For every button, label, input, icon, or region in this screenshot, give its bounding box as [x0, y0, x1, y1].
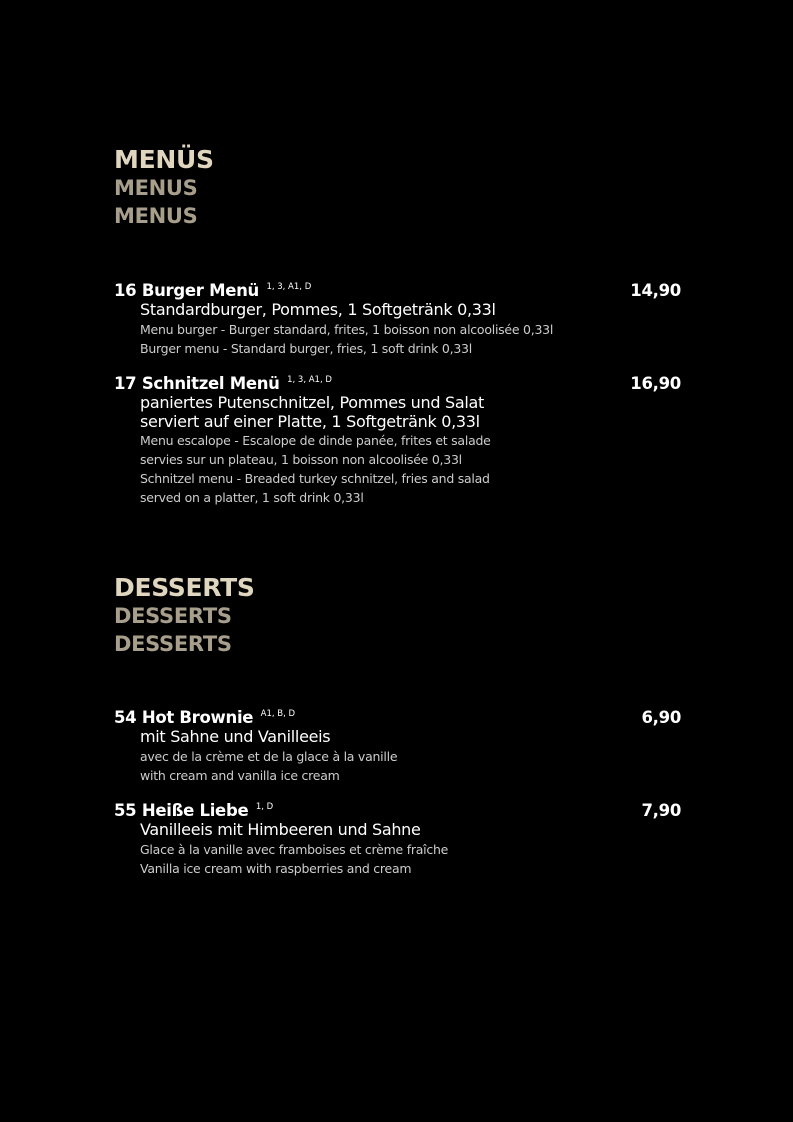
menus-title-fr: MENUS	[114, 176, 198, 200]
dessert-item-number: 54	[114, 708, 137, 727]
dessert-item-name: Heiße Liebe	[141, 801, 249, 820]
menu-item-price: 16,90	[630, 374, 681, 393]
dessert-item-allergens: A1, B, D	[260, 709, 296, 719]
dessert-item-heisse-liebe	[114, 801, 681, 878]
menu-item-name: Burger Menü	[141, 281, 259, 300]
dessert-item-heading	[114, 801, 681, 821]
menu-item-heading	[114, 374, 681, 394]
menu-item-description-fr: servies sur un plateau, 1 boisson non alcoolisée 0,33l	[140, 452, 462, 467]
menu-item-description-en: Burger menu - Standard burger, fries, 1 soft drink 0,33l	[140, 340, 472, 356]
dessert-item-description-de: Vanilleeis mit Himbeeren und Sahne	[140, 820, 421, 839]
menu-item-burger-menu	[114, 281, 681, 358]
dessert-item-price: 6,90	[641, 708, 681, 727]
menu-item-description-en: Schnitzel menu - Breaded turkey schnitzel, fries and salad	[140, 471, 490, 486]
dessert-item-price: 7,90	[641, 801, 681, 820]
dessert-item-allergens: 1, D	[255, 802, 274, 812]
menu-item-description-fr: Menu escalope - Escalope de dinde panée, frites et salade	[140, 433, 491, 448]
menu-item-description-en: served on a platter, 1 soft drink 0,33l	[140, 490, 364, 505]
menu-item-name: Schnitzel Menü	[141, 374, 280, 393]
dessert-item-hot-brownie	[114, 708, 681, 785]
dessert-item-description-en: with cream and vanilla ice cream	[140, 767, 340, 783]
menu-item-description-fr: Menu burger - Burger standard, frites, 1 boisson non alcoolisée 0,33l	[140, 321, 554, 337]
menu-item-description-de: paniertes Putenschnitzel, Pommes und Salat	[140, 393, 484, 412]
desserts-section-header	[114, 574, 694, 658]
desserts-title-fr: DESSERTS	[114, 604, 232, 628]
menu-item-heading	[114, 281, 681, 301]
dessert-item-description-fr: Glace à la vanille avec framboises et crème fraîche	[140, 841, 449, 857]
menu-item-schnitzel-menu	[114, 374, 681, 507]
desserts-title-en: DESSERTS	[114, 632, 232, 656]
desserts-title-de: DESSERTS	[114, 573, 255, 602]
menu-item-allergens: 1, 3, A1, D	[287, 375, 332, 385]
dessert-item-name: Hot Brownie	[141, 708, 254, 727]
menus-section-header	[114, 146, 694, 230]
dessert-item-heading	[114, 708, 681, 728]
menu-item-number: 17	[114, 374, 137, 393]
dessert-item-description-en: Vanilla ice cream with raspberries and cream	[140, 860, 412, 876]
dessert-item-number: 55	[114, 801, 137, 820]
menu-item-allergens: 1, 3, A1, D	[266, 282, 312, 292]
menu-item-description-de: serviert auf einer Platte, 1 Softgetränk 0,33l	[140, 411, 480, 431]
dessert-item-description-de: mit Sahne und Vanilleeis	[140, 727, 331, 746]
dessert-item-description-fr: avec de la crème et de la glace à la vanille	[140, 748, 398, 764]
menus-title-en: MENUS	[114, 204, 198, 228]
menu-item-description-de: Standardburger, Pommes, 1 Softgetränk 0,33l	[140, 300, 496, 319]
menus-title-de: MENÜS	[114, 145, 214, 174]
menu-item-number: 16	[114, 281, 137, 300]
menu-item-price: 14,90	[630, 281, 681, 300]
